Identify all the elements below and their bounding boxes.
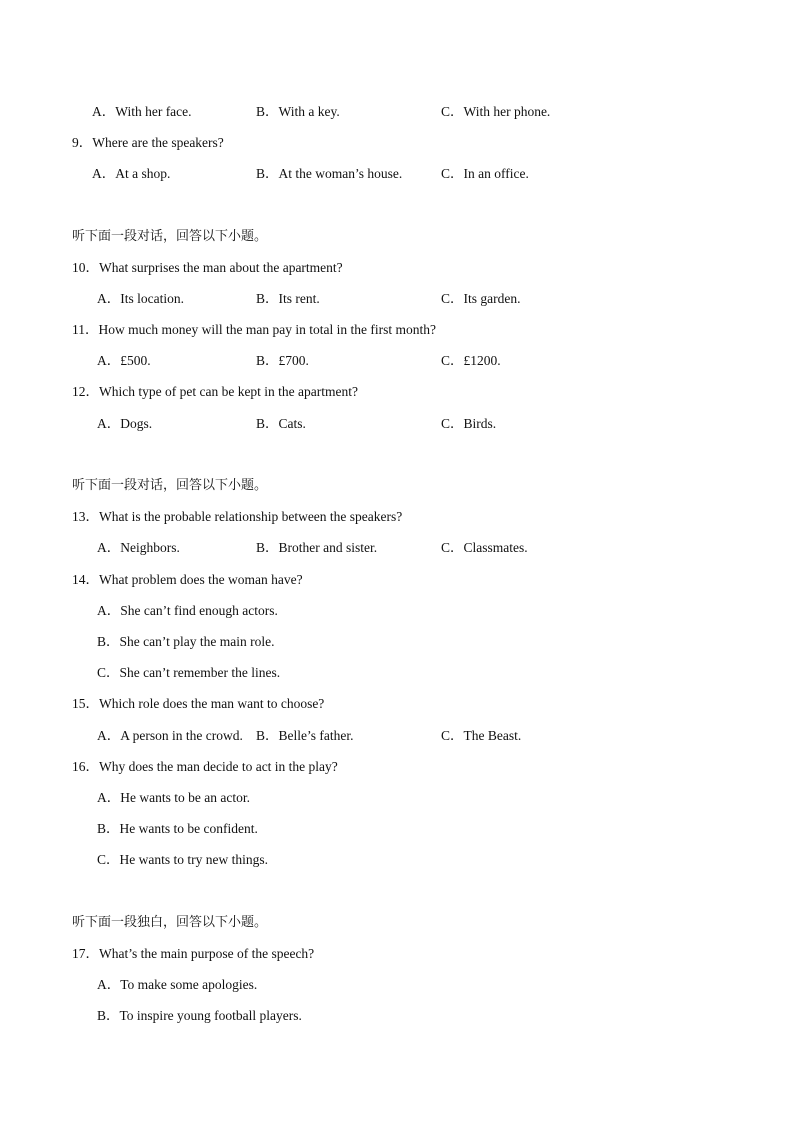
q12-option-b[interactable]: B．Cats. xyxy=(256,416,306,431)
q16-option-c[interactable]: C．He wants to try new things. xyxy=(97,852,268,867)
q12-option-c[interactable]: C．Birds. xyxy=(441,416,497,431)
q16-question: 16．Why does the man decide to act in the play? xyxy=(72,759,338,774)
q10-question: 10．What surprises the man about the apartment? xyxy=(72,260,343,275)
q13-option-c[interactable]: C．Classmates. xyxy=(441,540,528,555)
q15-option-a[interactable]: A．A person in the crowd. xyxy=(97,728,243,743)
q12-question: 12．Which type of pet can be kept in the apartment? xyxy=(72,384,359,399)
section-heading-1: 听下面一段对话，回答以下小题。 xyxy=(72,229,268,244)
q17-question: 17．What’s the main purpose of the speech? xyxy=(72,946,315,961)
q13-question: 13．What is the probable relationship between the speakers? xyxy=(72,509,403,524)
q10-option-c[interactable]: C．Its garden. xyxy=(441,291,521,306)
q11-option-c[interactable]: C．£1200. xyxy=(441,353,501,368)
q11-question: 11．How much money will the man pay in total in the first month? xyxy=(72,322,436,337)
q17-option-b[interactable]: B．To inspire young football players. xyxy=(97,1008,302,1023)
q15-option-c[interactable]: C．The Beast. xyxy=(441,728,522,743)
q13-option-a[interactable]: A．Neighbors. xyxy=(97,540,180,555)
q14-option-b[interactable]: B．She can’t play the main role. xyxy=(97,634,275,649)
q11-option-a[interactable]: A．£500. xyxy=(97,353,151,368)
q9-option-b[interactable]: B．At the woman’s house. xyxy=(256,166,403,181)
q16-option-a[interactable]: A．He wants to be an actor. xyxy=(97,790,250,805)
q11-option-b[interactable]: B．£700. xyxy=(256,353,309,368)
q15-question: 15．Which role does the man want to choose? xyxy=(72,696,325,711)
q14-question: 14．What problem does the woman have? xyxy=(72,572,303,587)
section-heading-2: 听下面一段对话，回答以下小题。 xyxy=(72,478,268,493)
q13-option-b[interactable]: B．Brother and sister. xyxy=(256,540,378,555)
q10-option-b[interactable]: B．Its rent. xyxy=(256,291,320,306)
q8-option-b[interactable]: B．With a key. xyxy=(256,104,340,119)
q9-option-c[interactable]: C．In an office. xyxy=(441,166,529,181)
q14-option-c[interactable]: C．She can’t remember the lines. xyxy=(97,665,281,680)
q15-option-b[interactable]: B．Belle’s father. xyxy=(256,728,354,743)
q12-option-a[interactable]: A．Dogs. xyxy=(97,416,153,431)
q10-option-a[interactable]: A．Its location. xyxy=(97,291,184,306)
q8-option-c[interactable]: C．With her phone. xyxy=(441,104,551,119)
q9-question: 9．Where are the speakers? xyxy=(72,135,224,150)
q14-option-a[interactable]: A．She can’t find enough actors. xyxy=(97,603,278,618)
q16-option-b[interactable]: B．He wants to be confident. xyxy=(97,821,258,836)
q8-option-a[interactable]: A．With her face. xyxy=(92,104,192,119)
q9-option-a[interactable]: A．At a shop. xyxy=(92,166,171,181)
q17-option-a[interactable]: A．To make some apologies. xyxy=(97,977,258,992)
section-heading-3: 听下面一段独白，回答以下小题。 xyxy=(72,915,268,930)
